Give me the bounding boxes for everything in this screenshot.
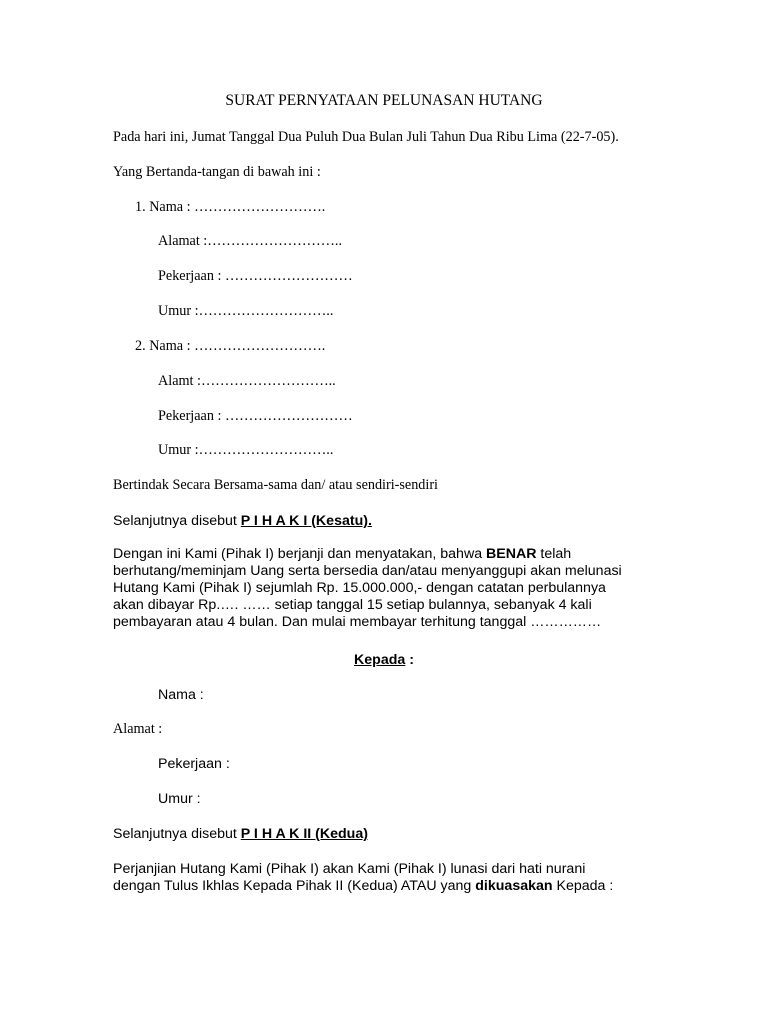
intro-text: Pada hari ini, Jumat Tanggal Dua Puluh Dua Bulan Juli Tahun Dua Ribu Lima (22-7-05). (113, 129, 619, 145)
recipient-name-field: Nama : (158, 687, 204, 703)
agreement-paragraph (113, 546, 656, 631)
party1-occupation-field: Pekerjaan : ……………………… (158, 268, 353, 284)
recipient-occupation-field: Pekerjaan : (158, 756, 230, 772)
paragraph1-line4: akan dibayar Rp.…. …… setiap tanggal 15 setiap bulannya, sebanyak 4 kali (113, 597, 592, 613)
paragraph1-line5: pembayaran atau 4 bulan. Dan mulai membayar terhitung tanggal …………… (113, 614, 602, 630)
paragraph2-line2: dengan Tulus Ikhlas Kepada Pihak II (Kedua) ATAU yang dikuasakan Kepada : (113, 878, 614, 894)
benar-emphasis: BENAR (486, 546, 537, 562)
document-title: SURAT PERNYATAAN PELUNASAN HUTANG (225, 92, 543, 109)
party2-age-field: Umur :……………………….. (158, 442, 334, 458)
party2-name-field: 2. Nama : ………………………. (135, 338, 326, 354)
party1-address-field: Alamat :……………………….. (158, 233, 343, 249)
pihak1-label: P I H A K I (Kesatu). (240, 513, 372, 529)
paragraph1-line1: Dengan ini Kami (Pihak I) berjanji dan menyatakan, bahwa BENAR telah (113, 546, 572, 562)
party1-name-field: 1. Nama : ………………………. (135, 199, 326, 215)
pihak2-label: P I H A K II (Kedua) (240, 826, 368, 842)
recipient-age-field: Umur : (158, 791, 201, 807)
paragraph2-line1: Perjanjian Hutang Kami (Pihak I) akan Kami (Pihak I) lunasi dari hati nurani (113, 861, 586, 877)
pihak1-designation (113, 513, 372, 530)
party2-address-field: Alamt :……………………….. (158, 373, 336, 389)
party2-occupation-field: Pekerjaan : ……………………… (158, 408, 353, 424)
acting-statement: Bertindak Secara Bersama-sama dan/ atau sendiri-sendiri (113, 477, 439, 493)
dikuasakan-emphasis: dikuasakan (475, 878, 553, 894)
paragraph1-line3: Hutang Kami (Pihak I) sejumlah Rp. 15.000.000,- dengan catatan perbulannya (113, 580, 606, 596)
paragraph1-line2: berhutang/meminjam Uang serta bersedia dan/atau menyanggupi akan melunasi (113, 563, 622, 579)
party1-age-field: Umur :……………………….. (158, 303, 334, 319)
kepada-heading: Kepada : (354, 652, 414, 668)
pihak2-prefix: Selanjutnya disebut (113, 826, 241, 842)
kepada-label: Kepada (354, 652, 406, 668)
pihak1-prefix: Selanjutnya disebut (113, 513, 241, 529)
recipient-address-field: Alamat : (113, 721, 163, 737)
pihak2-designation (113, 826, 368, 843)
undersigned-text: Yang Bertanda-tangan di bawah ini : (113, 164, 321, 180)
